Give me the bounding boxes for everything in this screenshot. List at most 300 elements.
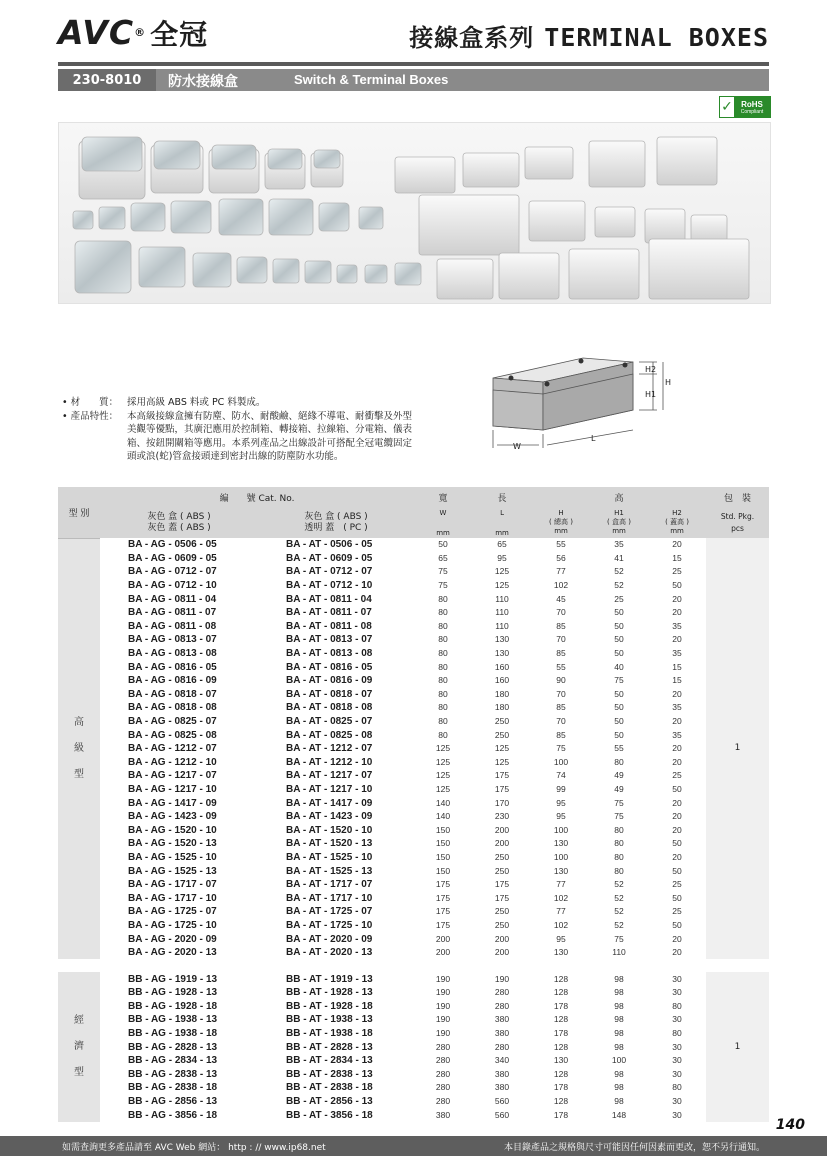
table-row <box>58 878 769 892</box>
header-length-unit <box>472 507 532 538</box>
width-cell: 80 <box>438 593 448 604</box>
grey-model-cell: BB - AG - 2828 - 13 <box>128 1041 218 1053</box>
grey-model-cell: BB - AG - 2834 - 13 <box>128 1055 218 1067</box>
table-row <box>58 756 769 770</box>
rohs-subtitle: Compliant <box>740 108 764 115</box>
width-cell: 140 <box>435 797 451 808</box>
header-code: 編 號 Cat. No. <box>100 487 414 507</box>
type-cell <box>58 538 100 959</box>
height-h2-cell: 25 <box>672 770 682 781</box>
height-h1-cell: 41 <box>614 552 624 563</box>
height-h1-cell: 50 <box>614 648 624 659</box>
type-char: 高 <box>74 716 84 728</box>
dim-w-label: W <box>513 442 521 451</box>
height-h2-cell: 20 <box>672 593 682 604</box>
clear-model-cell: BB - AT - 2834 - 13 <box>286 1055 373 1067</box>
height-h2-cell: 30 <box>672 1041 682 1052</box>
header-clear-box: 灰色 盒 ( ABS ) <box>304 511 368 522</box>
clear-model-cell: BB - AT - 2838 - 18 <box>286 1082 373 1094</box>
grey-model-cell: BA - AG - 0811 - 08 <box>128 620 217 632</box>
width-cell: 50 <box>438 539 448 550</box>
height-h2-cell: 20 <box>672 811 682 822</box>
length-cell: 380 <box>494 1014 510 1025</box>
brand-logo <box>58 14 273 52</box>
length-cell: 280 <box>494 1000 510 1011</box>
height-h1-cell: 80 <box>614 851 624 862</box>
height-h-cell: 70 <box>556 688 566 699</box>
length-cell: 200 <box>494 933 510 944</box>
width-cell: 280 <box>435 1082 451 1093</box>
height-h2-cell: 20 <box>672 634 682 645</box>
length-cell: 250 <box>494 865 510 876</box>
table-row <box>58 606 769 620</box>
width-cell: 175 <box>435 919 451 930</box>
height-h2-cell: 20 <box>672 851 682 862</box>
table-row <box>58 592 769 606</box>
height-h-cell: 100 <box>553 824 569 835</box>
header-width-unit <box>414 507 472 538</box>
clear-model-cell: BA - AT - 0506 - 05 <box>286 539 373 551</box>
type-char: 濟 <box>74 1041 84 1053</box>
height-h2-cell: 80 <box>672 1082 682 1093</box>
height-h2-cell: 50 <box>672 865 682 876</box>
height-h2-cell: 80 <box>672 1028 682 1039</box>
width-cell: 80 <box>438 716 448 727</box>
height-h1-cell: 50 <box>614 620 624 631</box>
length-cell: 340 <box>494 1055 510 1066</box>
height-h2-cell: 30 <box>672 1014 682 1025</box>
width-cell: 190 <box>435 1000 451 1011</box>
width-symbol: W <box>439 508 447 517</box>
clear-model-cell: BA - AT - 0811 - 07 <box>286 607 372 619</box>
table-body <box>58 538 769 1122</box>
clear-model-cell: BA - AT - 0818 - 08 <box>286 702 373 714</box>
grey-model-cell: BA - AG - 0816 - 05 <box>128 661 217 673</box>
width-cell: 75 <box>438 566 448 577</box>
height-h2-cell: 35 <box>672 648 682 659</box>
clear-model-cell: BA - AT - 1725 - 10 <box>286 919 373 931</box>
material-label: • 材 質： <box>62 397 119 408</box>
page-title-en: TERMINAL BOXES <box>544 23 769 52</box>
section-code: 230-8010 <box>58 69 156 91</box>
height-h1-cell: 50 <box>614 702 624 713</box>
logo-text <box>58 13 208 52</box>
header-h1 <box>590 507 648 538</box>
header-type: 型 別 <box>58 487 100 538</box>
width-cell: 80 <box>438 661 448 672</box>
height-h-cell: 178 <box>553 1000 569 1011</box>
height-h1-cell: 80 <box>614 824 624 835</box>
height-h2-cell: 50 <box>672 783 682 794</box>
height-h1-cell: 52 <box>614 906 624 917</box>
table-row <box>58 1027 769 1041</box>
rohs-badge <box>719 96 771 118</box>
header-h2 <box>648 507 706 538</box>
width-cell: 280 <box>435 1068 451 1079</box>
clear-model-cell: BA - AT - 0825 - 07 <box>286 716 373 728</box>
height-h-cell: 75 <box>556 743 566 754</box>
clear-model-cell: BA - AT - 1520 - 10 <box>286 824 373 836</box>
grey-model-cell: BA - AG - 1212 - 07 <box>128 743 217 755</box>
clear-model-cell: BB - AT - 2856 - 13 <box>286 1096 373 1108</box>
grey-model-cell: BA - AG - 1525 - 13 <box>128 865 217 877</box>
height-h1-cell: 50 <box>614 716 624 727</box>
table-row <box>58 1068 769 1082</box>
length-cell: 110 <box>495 620 509 631</box>
height-h-cell: 56 <box>556 552 566 563</box>
feature-text: 本高級接線盒擁有防塵、防水、耐酸鹼、絕緣不導電、耐衝擊及外型美觀等優點，其廣汜應用於控制箱、轉接箱、拉線箱、分電箱、儀表箱、按鈕開關箱等應用。本系列產品之出線設計可搭配全冠電纜固定頭或浪(蛇)管盒接頭達到密封出線的防塵防水功能。 <box>127 410 413 462</box>
height-h1-cell: 98 <box>614 1000 624 1011</box>
length-cell: 110 <box>495 593 509 604</box>
height-h2-cell: 15 <box>672 675 682 686</box>
table-row <box>58 1000 769 1014</box>
height-h2-cell: 20 <box>672 539 682 550</box>
grey-model-cell: BB - AG - 2838 - 18 <box>128 1082 218 1094</box>
group-spacer <box>58 959 769 972</box>
grey-model-cell: BA - AG - 0811 - 04 <box>128 593 217 605</box>
height-h2-cell: 35 <box>672 702 682 713</box>
type-char: 型 <box>74 1067 84 1079</box>
width-cell: 280 <box>435 1096 451 1107</box>
width-cell: 125 <box>435 770 451 781</box>
height-h-cell: 70 <box>556 607 566 618</box>
length-cell: 200 <box>494 824 510 835</box>
table-row <box>58 579 769 593</box>
grey-model-cell: BB - AG - 3856 - 18 <box>128 1109 218 1121</box>
width-cell: 140 <box>435 811 451 822</box>
length-cell: 125 <box>494 756 510 767</box>
grey-model-cell: BB - AG - 2838 - 13 <box>128 1068 218 1080</box>
table-row <box>58 742 769 756</box>
page-title <box>409 18 769 53</box>
clear-model-cell: BB - AT - 1928 - 18 <box>286 1000 373 1012</box>
table-row <box>58 1040 769 1054</box>
header-clear-lid: 透明 蓋 ( PC ) <box>304 522 368 533</box>
width-cell: 200 <box>435 933 451 944</box>
dimension-diagram <box>487 350 677 460</box>
grey-model-cell: BA - AG - 1217 - 10 <box>128 783 217 795</box>
length-cell: 95 <box>497 552 507 563</box>
height-h-cell: 102 <box>553 919 569 930</box>
group-spacer-cell <box>58 959 769 972</box>
height-h1-cell: 52 <box>614 566 624 577</box>
grey-model-cell: BA - AG - 1725 - 07 <box>128 906 217 918</box>
length-cell: 250 <box>494 919 510 930</box>
table-row <box>58 864 769 878</box>
table-row <box>58 538 769 552</box>
height-h1-cell: 98 <box>614 1082 624 1093</box>
height-h1-cell: 80 <box>614 838 624 849</box>
product-description <box>62 396 412 464</box>
height-h2-cell: 15 <box>672 661 682 672</box>
width-cell: 190 <box>435 987 451 998</box>
length-cell: 190 <box>494 973 510 984</box>
clear-model-cell: BA - AT - 0813 - 08 <box>286 648 373 660</box>
length-cell: 380 <box>494 1068 510 1079</box>
width-cell: 65 <box>438 552 448 563</box>
clear-model-cell: BA - AT - 1725 - 07 <box>286 906 373 918</box>
table-row <box>58 783 769 797</box>
clear-model-cell: BA - AT - 1717 - 07 <box>286 879 373 891</box>
clear-model-cell: BA - AT - 0811 - 04 <box>286 593 372 605</box>
grey-model-cell: BB - AG - 2856 - 13 <box>128 1096 218 1108</box>
table-row <box>58 972 769 986</box>
page-title-cn: 接線盒系列 <box>409 24 535 52</box>
clear-model-cell: BA - AT - 0813 - 07 <box>286 634 373 646</box>
height-h2-cell: 30 <box>672 987 682 998</box>
table-row <box>58 660 769 674</box>
height-h2-cell: 15 <box>672 552 682 563</box>
height-h-cell: 85 <box>556 620 566 631</box>
height-h-cell: 55 <box>556 661 566 672</box>
material-row <box>62 396 412 410</box>
footer-disclaimer: 本目錄產品之規格與尺寸可能因任何因素而更改，恕不另行通知。 <box>503 1143 765 1153</box>
h1-desc: ( 盒高 ) <box>607 518 631 526</box>
height-h-cell: 128 <box>553 1068 569 1079</box>
height-h2-cell: 50 <box>672 892 682 903</box>
height-h-cell: 128 <box>553 987 569 998</box>
pkg-cell: 1 <box>706 972 769 1122</box>
width-cell: 80 <box>438 634 448 645</box>
grey-model-cell: BA - AG - 0825 - 07 <box>128 716 217 728</box>
height-h2-cell: 35 <box>672 729 682 740</box>
width-cell: 190 <box>435 973 451 984</box>
height-h1-cell: 75 <box>614 675 624 686</box>
table-row <box>58 769 769 783</box>
height-h1-cell: 52 <box>614 892 624 903</box>
grey-model-cell: BA - AG - 1525 - 10 <box>128 851 217 863</box>
grey-model-cell: BB - AG - 1928 - 18 <box>128 1000 218 1012</box>
height-h2-cell: 20 <box>672 933 682 944</box>
length-cell: 380 <box>494 1082 510 1093</box>
grey-model-cell: BA - AG - 0811 - 07 <box>128 607 217 619</box>
page-number: 140 <box>775 1117 805 1133</box>
width-cell: 280 <box>435 1041 451 1052</box>
length-cell: 200 <box>494 947 510 958</box>
grey-model-cell: BB - AG - 1919 - 13 <box>128 973 218 985</box>
footer-website: 如需查詢更多產品請至 AVC Web 網站： http : // www.ip68.net <box>62 1143 326 1153</box>
clear-model-cell: BA - AT - 0816 - 05 <box>286 661 373 673</box>
width-cell: 380 <box>435 1109 451 1120</box>
length-cell: 230 <box>494 811 510 822</box>
height-h2-cell: 30 <box>672 1109 682 1120</box>
clear-model-cell: BA - AT - 0609 - 05 <box>286 552 373 564</box>
height-h-cell: 178 <box>553 1028 569 1039</box>
height-h1-cell: 49 <box>614 770 624 781</box>
length-cell: 175 <box>494 783 510 794</box>
clear-model-cell: BB - AT - 1928 - 13 <box>286 987 373 999</box>
product-boxes-illustration <box>59 123 770 303</box>
height-h2-cell: 35 <box>672 620 682 631</box>
rohs-title: RoHS <box>741 99 763 109</box>
length-cell: 280 <box>494 987 510 998</box>
height-h-cell: 95 <box>556 933 566 944</box>
width-unit: mm <box>436 528 450 537</box>
width-cell: 150 <box>435 838 451 849</box>
grey-model-cell: BA - AG - 0818 - 08 <box>128 702 217 714</box>
clear-model-cell: BA - AT - 0816 - 09 <box>286 675 373 687</box>
grey-model-cell: BA - AG - 1725 - 10 <box>128 919 217 931</box>
width-cell: 80 <box>438 620 448 631</box>
width-cell: 175 <box>435 879 451 890</box>
length-unit: mm <box>495 528 509 537</box>
height-h-cell: 128 <box>553 973 569 984</box>
h2-desc: ( 蓋高 ) <box>665 518 689 526</box>
height-h-cell: 70 <box>556 716 566 727</box>
height-h2-cell: 50 <box>672 838 682 849</box>
grey-model-cell: BA - AG - 1520 - 13 <box>128 838 217 850</box>
height-h2-cell: 30 <box>672 1096 682 1107</box>
height-h1-cell: 98 <box>614 1096 624 1107</box>
table-row <box>58 796 769 810</box>
grey-model-cell: BA - AG - 0813 - 07 <box>128 634 217 646</box>
length-cell: 250 <box>494 716 510 727</box>
height-h1-cell: 98 <box>614 1068 624 1079</box>
width-cell: 125 <box>435 783 451 794</box>
feature-row <box>62 410 412 464</box>
width-cell: 80 <box>438 729 448 740</box>
grey-model-cell: BB - AG - 1928 - 13 <box>128 987 218 999</box>
height-h2-cell: 20 <box>672 743 682 754</box>
type-char: 級 <box>74 742 84 754</box>
header-grey-abs-box: 灰色 盒 ( ABS ) <box>147 511 211 522</box>
height-h1-cell: 50 <box>614 688 624 699</box>
width-cell: 80 <box>438 675 448 686</box>
width-cell: 75 <box>438 580 448 591</box>
clear-model-cell: BA - AT - 2020 - 13 <box>286 947 373 959</box>
width-cell: 175 <box>435 906 451 917</box>
length-cell: 175 <box>494 770 510 781</box>
height-h2-cell: 50 <box>672 580 682 591</box>
grey-model-cell: BA - AG - 1417 - 09 <box>128 797 217 809</box>
height-h2-cell: 20 <box>672 688 682 699</box>
height-h-cell: 128 <box>553 1041 569 1052</box>
clear-model-cell: BB - AT - 3856 - 18 <box>286 1109 373 1121</box>
grey-model-cell: BA - AG - 0712 - 07 <box>128 566 217 578</box>
grey-model-cell: BA - AG - 0813 - 08 <box>128 648 217 660</box>
length-cell: 560 <box>494 1096 510 1107</box>
height-h-cell: 45 <box>556 593 566 604</box>
height-h1-cell: 50 <box>614 607 624 618</box>
height-h-cell: 85 <box>556 702 566 713</box>
width-cell: 150 <box>435 865 451 876</box>
header-pkg: 包 裝 <box>706 487 769 507</box>
height-h-cell: 77 <box>556 906 566 917</box>
table-row <box>58 823 769 837</box>
length-cell: 280 <box>494 1041 510 1052</box>
grey-model-cell: BA - AG - 1423 - 09 <box>128 811 217 823</box>
length-cell: 125 <box>494 743 510 754</box>
h-desc: ( 總高 ) <box>549 518 573 526</box>
table-row <box>58 851 769 865</box>
header-width: 寬 <box>414 487 472 507</box>
height-h1-cell: 98 <box>614 987 624 998</box>
type-cell <box>58 972 100 1122</box>
height-h2-cell: 25 <box>672 879 682 890</box>
grey-model-cell: BA - AG - 1717 - 10 <box>128 892 217 904</box>
height-h2-cell: 80 <box>672 1000 682 1011</box>
height-h1-cell: 80 <box>614 756 624 767</box>
header-grey-abs <box>100 507 258 538</box>
height-h1-cell: 40 <box>614 661 624 672</box>
height-h1-cell: 35 <box>614 539 624 550</box>
table-row <box>58 1081 769 1095</box>
grey-model-cell: BA - AG - 0816 - 09 <box>128 675 217 687</box>
grey-model-cell: BA - AG - 2020 - 09 <box>128 933 217 945</box>
h-unit: mm <box>554 527 568 535</box>
length-cell: 200 <box>494 838 510 849</box>
height-h1-cell: 98 <box>614 973 624 984</box>
table-row <box>58 620 769 634</box>
section-title-en: Switch & Terminal Boxes <box>294 72 449 87</box>
grey-model-cell: BB - AG - 1938 - 13 <box>128 1014 218 1026</box>
width-cell: 150 <box>435 851 451 862</box>
height-h-cell: 178 <box>553 1082 569 1093</box>
height-h-cell: 128 <box>553 1014 569 1025</box>
table-header-row-1 <box>58 487 769 507</box>
height-h-cell: 178 <box>553 1109 569 1120</box>
table-row <box>58 1108 769 1122</box>
length-cell: 250 <box>494 851 510 862</box>
length-cell: 160 <box>494 661 510 672</box>
grey-model-cell: BA - AG - 0818 - 07 <box>128 688 217 700</box>
header-height: 高 <box>532 487 706 507</box>
height-h2-cell: 30 <box>672 1055 682 1066</box>
footer <box>0 1136 827 1156</box>
width-cell: 80 <box>438 607 448 618</box>
clear-model-cell: BA - AT - 2020 - 09 <box>286 933 373 945</box>
length-cell: 65 <box>497 539 507 550</box>
type-char: 經 <box>74 1015 84 1027</box>
grey-model-cell: BB - AG - 1938 - 18 <box>128 1028 218 1040</box>
width-cell: 190 <box>435 1028 451 1039</box>
height-h2-cell: 20 <box>672 797 682 808</box>
table-row <box>58 552 769 566</box>
grey-model-cell: BA - AG - 0825 - 08 <box>128 729 217 741</box>
table-row <box>58 647 769 661</box>
product-photo <box>58 122 771 304</box>
length-cell: 560 <box>494 1109 510 1120</box>
height-h-cell: 85 <box>556 648 566 659</box>
height-h2-cell: 20 <box>672 607 682 618</box>
header-divider <box>58 62 769 66</box>
length-cell: 125 <box>494 580 510 591</box>
clear-model-cell: BB - AT - 1919 - 13 <box>286 973 373 985</box>
table-row <box>58 688 769 702</box>
height-h-cell: 128 <box>553 1096 569 1107</box>
clear-model-cell: BB - AT - 2828 - 13 <box>286 1041 373 1053</box>
table-row <box>58 715 769 729</box>
length-cell: 130 <box>494 634 510 645</box>
width-cell: 80 <box>438 702 448 713</box>
table-row <box>58 905 769 919</box>
header-h <box>532 507 590 538</box>
height-h-cell: 95 <box>556 797 566 808</box>
height-h-cell: 130 <box>553 947 569 958</box>
grey-model-cell: BA - AG - 1520 - 10 <box>128 824 217 836</box>
clear-model-cell: BA - AT - 0825 - 08 <box>286 729 373 741</box>
table-row <box>58 932 769 946</box>
height-h2-cell: 20 <box>672 947 682 958</box>
clear-model-cell: BA - AT - 1212 - 10 <box>286 756 373 768</box>
height-h1-cell: 50 <box>614 634 624 645</box>
header-pkg-unit <box>706 507 769 538</box>
table-row <box>58 891 769 905</box>
material-text: 採用高級 ABS 料或 PC 料製成。 <box>127 397 266 408</box>
header-clear-pc <box>258 507 414 538</box>
clear-model-cell: BA - AT - 0712 - 07 <box>286 566 373 578</box>
pkg-unit: pcs <box>731 523 744 533</box>
